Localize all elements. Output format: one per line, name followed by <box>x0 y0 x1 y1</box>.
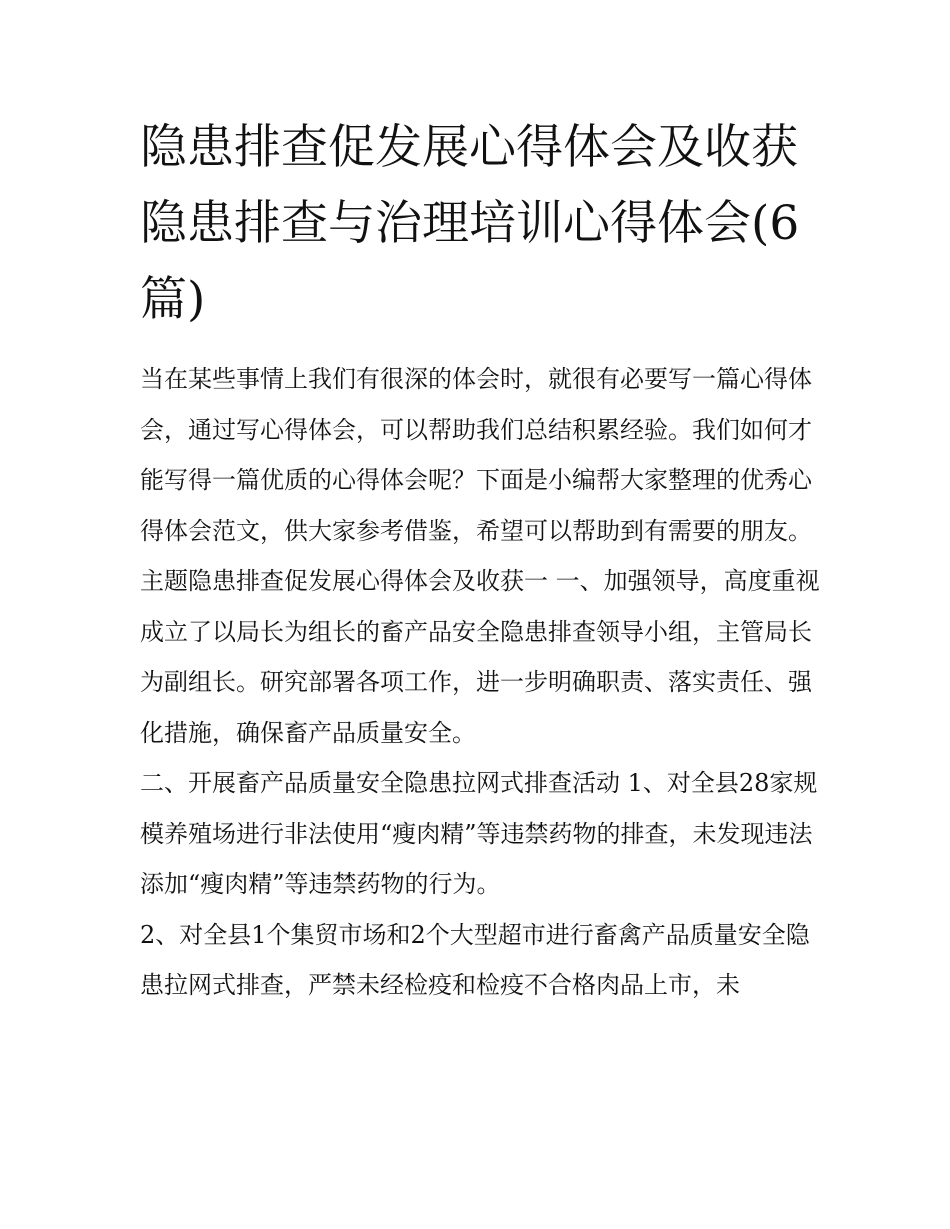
paragraph-intro: 当在某些事情上我们有很深的体会时，就很有必要写一篇心得体会，通过写心得体会，可以帮助我们总结积累经验。我们如何才能写得一篇优质的心得体会呢？下面是小编帮大家整理的优秀心得体会范文，供大家参考借鉴，希望可以帮助到有需要的朋友。 <box>140 365 812 545</box>
document-content <box>140 110 820 1011</box>
document-body <box>140 354 820 1011</box>
document-title: 隐患排查促发展心得体会及收获 隐患排查与治理培训心得体会(6篇) <box>140 120 800 327</box>
paragraph-section-one-heading: 主题隐患排查促发展心得体会及收获一 一、加强领导，高度重视 <box>140 567 820 595</box>
paragraph-section-two-item-one: 二、开展畜产品质量安全隐患拉网式排查活动 1、对全县28家规模养殖场进行非法使用“瘦肉精”等违禁药物的排查，未发现违法添加“瘦肉精”等违禁药物的行为。 <box>140 769 818 898</box>
paragraph-leadership-group: 成立了以局长为组长的畜产品安全隐患排查领导小组，主管局长为副组长。研究部署各项工作，进一步明确职责、落实责任、强化措施，确保畜产品质量安全。 <box>140 617 812 747</box>
paragraph-section-two-item-two: 2、对全县1个集贸市场和2个大型超市进行畜禽产品质量安全隐患拉网式排查，严禁未经检疫和检疫不合格肉品上市，未 <box>140 920 810 999</box>
